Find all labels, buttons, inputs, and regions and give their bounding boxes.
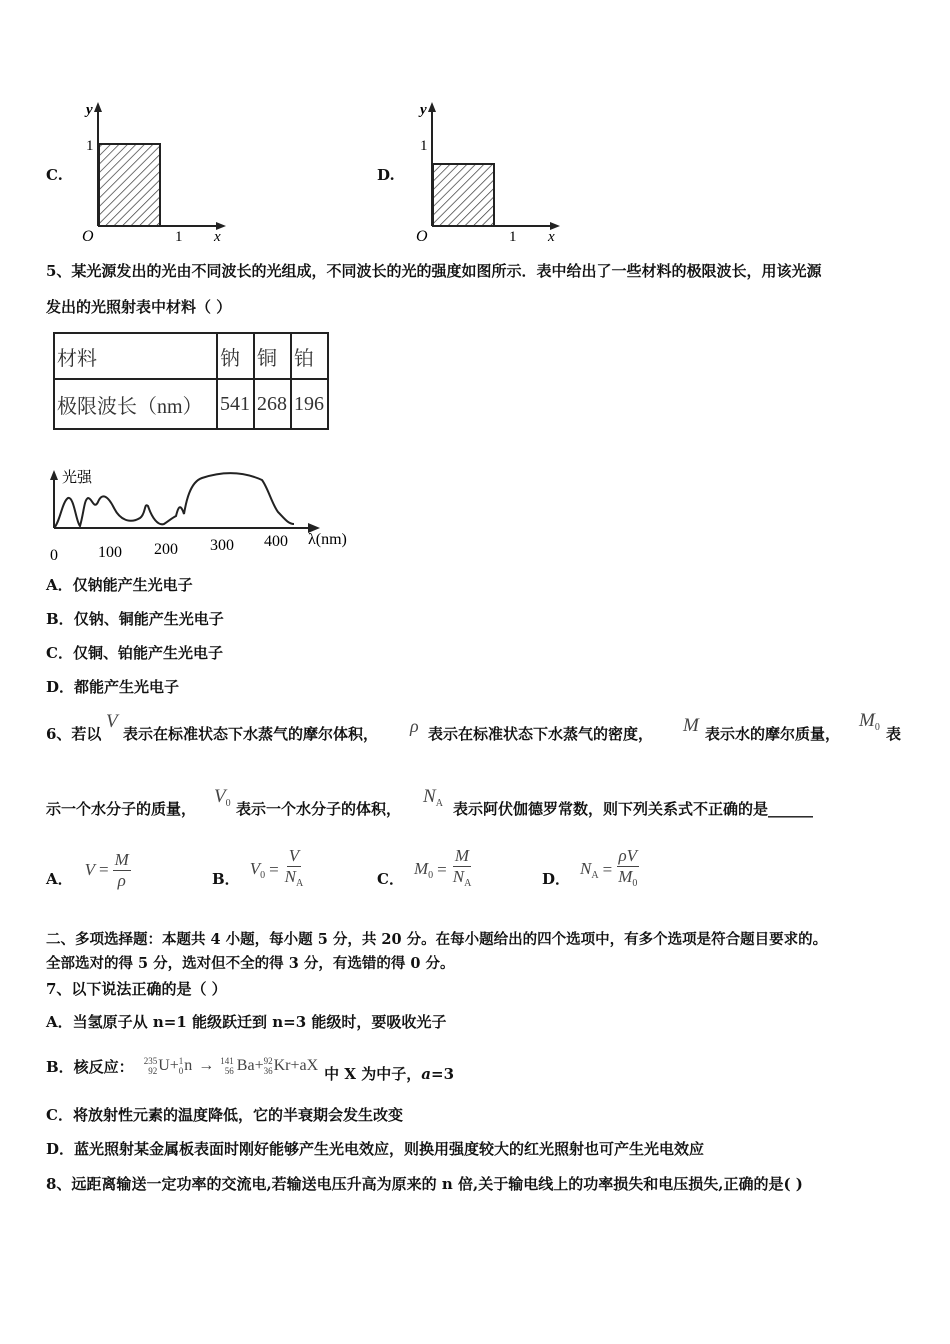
sym-rho: ρ: [410, 716, 419, 736]
option-label: A．: [46, 869, 73, 888]
sym-m: M: [683, 715, 699, 736]
lhs-sub: 0: [428, 870, 434, 881]
section2-line1: 二、多项选择题：本题共 4 小题，每小题 5 分，共 20 分。在每小题给出的四个选项中，有多个选项是符合题目要求的。: [46, 931, 828, 948]
hatched-rect: [433, 164, 494, 226]
y-label: y: [420, 102, 427, 118]
q5-stem-line1: 5、某光源发出的光由不同波长的光组成，不同波长的光的强度如图所示．表中给出了一些材料的极限波长，用该光源: [46, 262, 822, 280]
numerator: M: [114, 849, 129, 869]
x-tick: 1: [509, 229, 517, 245]
lhs-base: M: [413, 859, 429, 878]
ba-symbol: Ba: [236, 1057, 255, 1074]
q6-line2-c: 表示阿伏伽德罗常数，则下列关系式不正确的是______: [453, 800, 814, 818]
fraction: [616, 846, 639, 894]
tick-200: 200: [154, 541, 178, 558]
y-label: 光强: [62, 470, 93, 486]
sym-na-sub: A: [435, 798, 443, 809]
q5-option-b[interactable]: [46, 609, 224, 629]
denominator: [451, 867, 474, 894]
q6-option-a[interactable]: [46, 846, 131, 894]
sym-na: [423, 787, 443, 814]
kr-mass: 92: [263, 1056, 273, 1066]
y-tick: 1: [86, 138, 94, 154]
sym-v: V: [106, 711, 118, 732]
n-number: 0: [178, 1066, 184, 1076]
option-d-label: D.: [377, 166, 395, 184]
tick-100: 100: [98, 544, 122, 561]
n-scripts: [179, 1056, 184, 1076]
u-scripts: [144, 1056, 158, 1076]
spectrum-chart: [40, 462, 370, 567]
option-text: 仅钠、铜能产生光电子: [73, 610, 224, 628]
sym-v0: [214, 787, 231, 814]
sym-na-base: N: [423, 786, 436, 807]
u-number: 92: [148, 1066, 158, 1076]
q6-text2: 表示在标准状态下水蒸气的密度，: [428, 725, 654, 743]
plus-sign: +: [254, 1057, 264, 1074]
nuclear-equation: [144, 1056, 318, 1076]
u-symbol: U: [158, 1057, 170, 1074]
q6-line2-a: 示一个水分子的质量，: [46, 800, 197, 818]
n-mass: 1: [178, 1056, 184, 1066]
denominator: [616, 867, 639, 894]
ba-scripts: [220, 1056, 234, 1076]
lhs: [580, 859, 599, 881]
option-label: B．核反应：: [46, 1057, 134, 1076]
q8-stem: 8、远距离输送一定功率的交流电,若输送电压升高为原来的 n 倍,关于输电线上的功率损失和电压损失,正确的是( ): [46, 1175, 803, 1193]
kr-symbol: Kr: [273, 1057, 291, 1074]
fraction: [451, 846, 474, 894]
option-label: D．: [46, 678, 75, 696]
q6-line2-b: 表示一个水分子的体积，: [236, 800, 402, 818]
graph-d: [414, 98, 569, 246]
kr-scripts: [264, 1056, 273, 1076]
tail-text: 中 X 为中子，: [324, 1064, 422, 1083]
q6-option-c[interactable]: [377, 846, 473, 894]
kr-number: 36: [263, 1066, 273, 1076]
section2-line2: 全部选对的得 5 分，选对但不全的得 3 分，有选错的得 0 分。: [46, 955, 455, 972]
q6-text4: 表: [886, 725, 902, 743]
fraction: [283, 846, 306, 894]
sym-m0-sub: 0: [874, 722, 880, 733]
header-sodium: 钠: [217, 333, 254, 379]
header-material: 材料: [54, 333, 217, 379]
hatched-rect: [99, 144, 160, 226]
q6-text1: 表示在标准状态下水蒸气的摩尔体积，: [123, 725, 379, 743]
lhs: [85, 860, 95, 880]
equals: =: [437, 860, 447, 879]
equals: =: [99, 860, 109, 879]
header-platinum: 铂: [291, 333, 328, 379]
den-base: N: [284, 867, 297, 886]
origin: O: [416, 228, 428, 245]
n-symbol: n: [184, 1057, 193, 1074]
sym-m0-base: M: [859, 710, 875, 731]
value-copper: 268: [254, 379, 291, 429]
y-arrow: [94, 102, 102, 112]
tick-300: 300: [210, 537, 234, 554]
numerator: V: [288, 846, 300, 865]
tick-400: 400: [264, 533, 288, 550]
ax-term: +aX: [290, 1057, 319, 1074]
arrow: →: [198, 1057, 215, 1074]
sym-v0-base: V: [214, 786, 226, 807]
option-label: C．: [46, 644, 73, 662]
q5-stem-line2: 发出的光照射表中材料（ ）: [46, 298, 232, 316]
ba-mass: 141: [220, 1056, 234, 1066]
row-label: 极限波长（nm）: [54, 379, 217, 429]
q7-option-a[interactable]: A．当氢原子从 n=1 能级跃迁到 n=3 能级时，要吸收光子: [46, 1013, 447, 1031]
tick-0: 0: [50, 547, 58, 564]
value-sodium: 541: [217, 379, 254, 429]
ba-number: 56: [224, 1066, 234, 1076]
lhs: [250, 859, 265, 881]
lhs-base: V: [249, 859, 261, 878]
option-text: 都能产生光电子: [74, 678, 180, 696]
denominator: ρ: [117, 870, 126, 890]
q6-option-d[interactable]: [542, 846, 639, 894]
option-label: D．: [542, 869, 571, 888]
option-label: B．: [46, 610, 74, 628]
option-c-label: C.: [46, 166, 63, 184]
q6-prefix: 6、若以: [46, 725, 102, 743]
lhs-sub: A: [591, 870, 599, 881]
material-table: [53, 332, 329, 430]
lhs-base: V: [84, 860, 96, 879]
den-sub: A: [464, 878, 472, 889]
tail-value: =3: [431, 1064, 455, 1083]
option-label: B．: [212, 869, 240, 888]
x-label: λ(nm): [308, 531, 347, 548]
numerator: M: [454, 846, 470, 865]
q5-option-c[interactable]: [46, 643, 223, 663]
tail-a: a: [421, 1064, 431, 1083]
equals: =: [269, 860, 279, 879]
denominator: [283, 867, 306, 894]
q7-option-c[interactable]: C．将放射性元素的温度降低，它的半衰期会发生改变: [46, 1106, 403, 1124]
value-platinum: 196: [291, 379, 328, 429]
lhs: [414, 859, 433, 881]
origin: O: [82, 228, 94, 245]
lhs-base: N: [580, 859, 592, 878]
q7-stem: 7、以下说法正确的是（ ）: [46, 980, 227, 998]
q7-option-d[interactable]: D．蓝光照射某金属板表面时刚好能够产生光电效应，则换用强度较大的红光照射也可产生光电效应: [46, 1140, 705, 1158]
q5-option-a[interactable]: [46, 575, 193, 595]
y-tick: 1: [420, 138, 428, 154]
den-base: M: [618, 867, 633, 886]
numerator: ρV: [618, 846, 638, 865]
x-label: x: [214, 229, 221, 245]
q6-option-b[interactable]: [212, 846, 305, 894]
x-tick: 1: [175, 229, 183, 245]
y-arrow: [428, 102, 436, 112]
q7-b-tail: [324, 1063, 454, 1084]
sym-m0: [859, 711, 880, 738]
graph-c: [80, 98, 235, 246]
sym-v0-sub: 0: [225, 798, 231, 809]
u-mass: 235: [143, 1056, 158, 1066]
den-sub: A: [296, 878, 304, 889]
equals: =: [602, 860, 613, 879]
plus-sign: +: [169, 1057, 179, 1074]
den-base: N: [452, 867, 465, 886]
q5-option-d[interactable]: [46, 677, 179, 697]
option-label: A．: [46, 576, 73, 594]
header-copper: 铜: [254, 333, 291, 379]
q7-option-b[interactable]: [46, 1046, 454, 1086]
option-text: 仅铜、铂能产生光电子: [72, 644, 223, 662]
fraction: [113, 850, 131, 891]
q6-text3: 表示水的摩尔质量，: [705, 725, 841, 743]
option-label: C．: [377, 869, 404, 888]
lhs-sub: 0: [260, 870, 266, 881]
y-label: y: [86, 102, 93, 118]
y-arrow: [50, 470, 58, 480]
x-label: x: [548, 229, 555, 245]
option-text: 仅钠能产生光电子: [72, 576, 193, 594]
den-sub: 0: [632, 878, 638, 889]
